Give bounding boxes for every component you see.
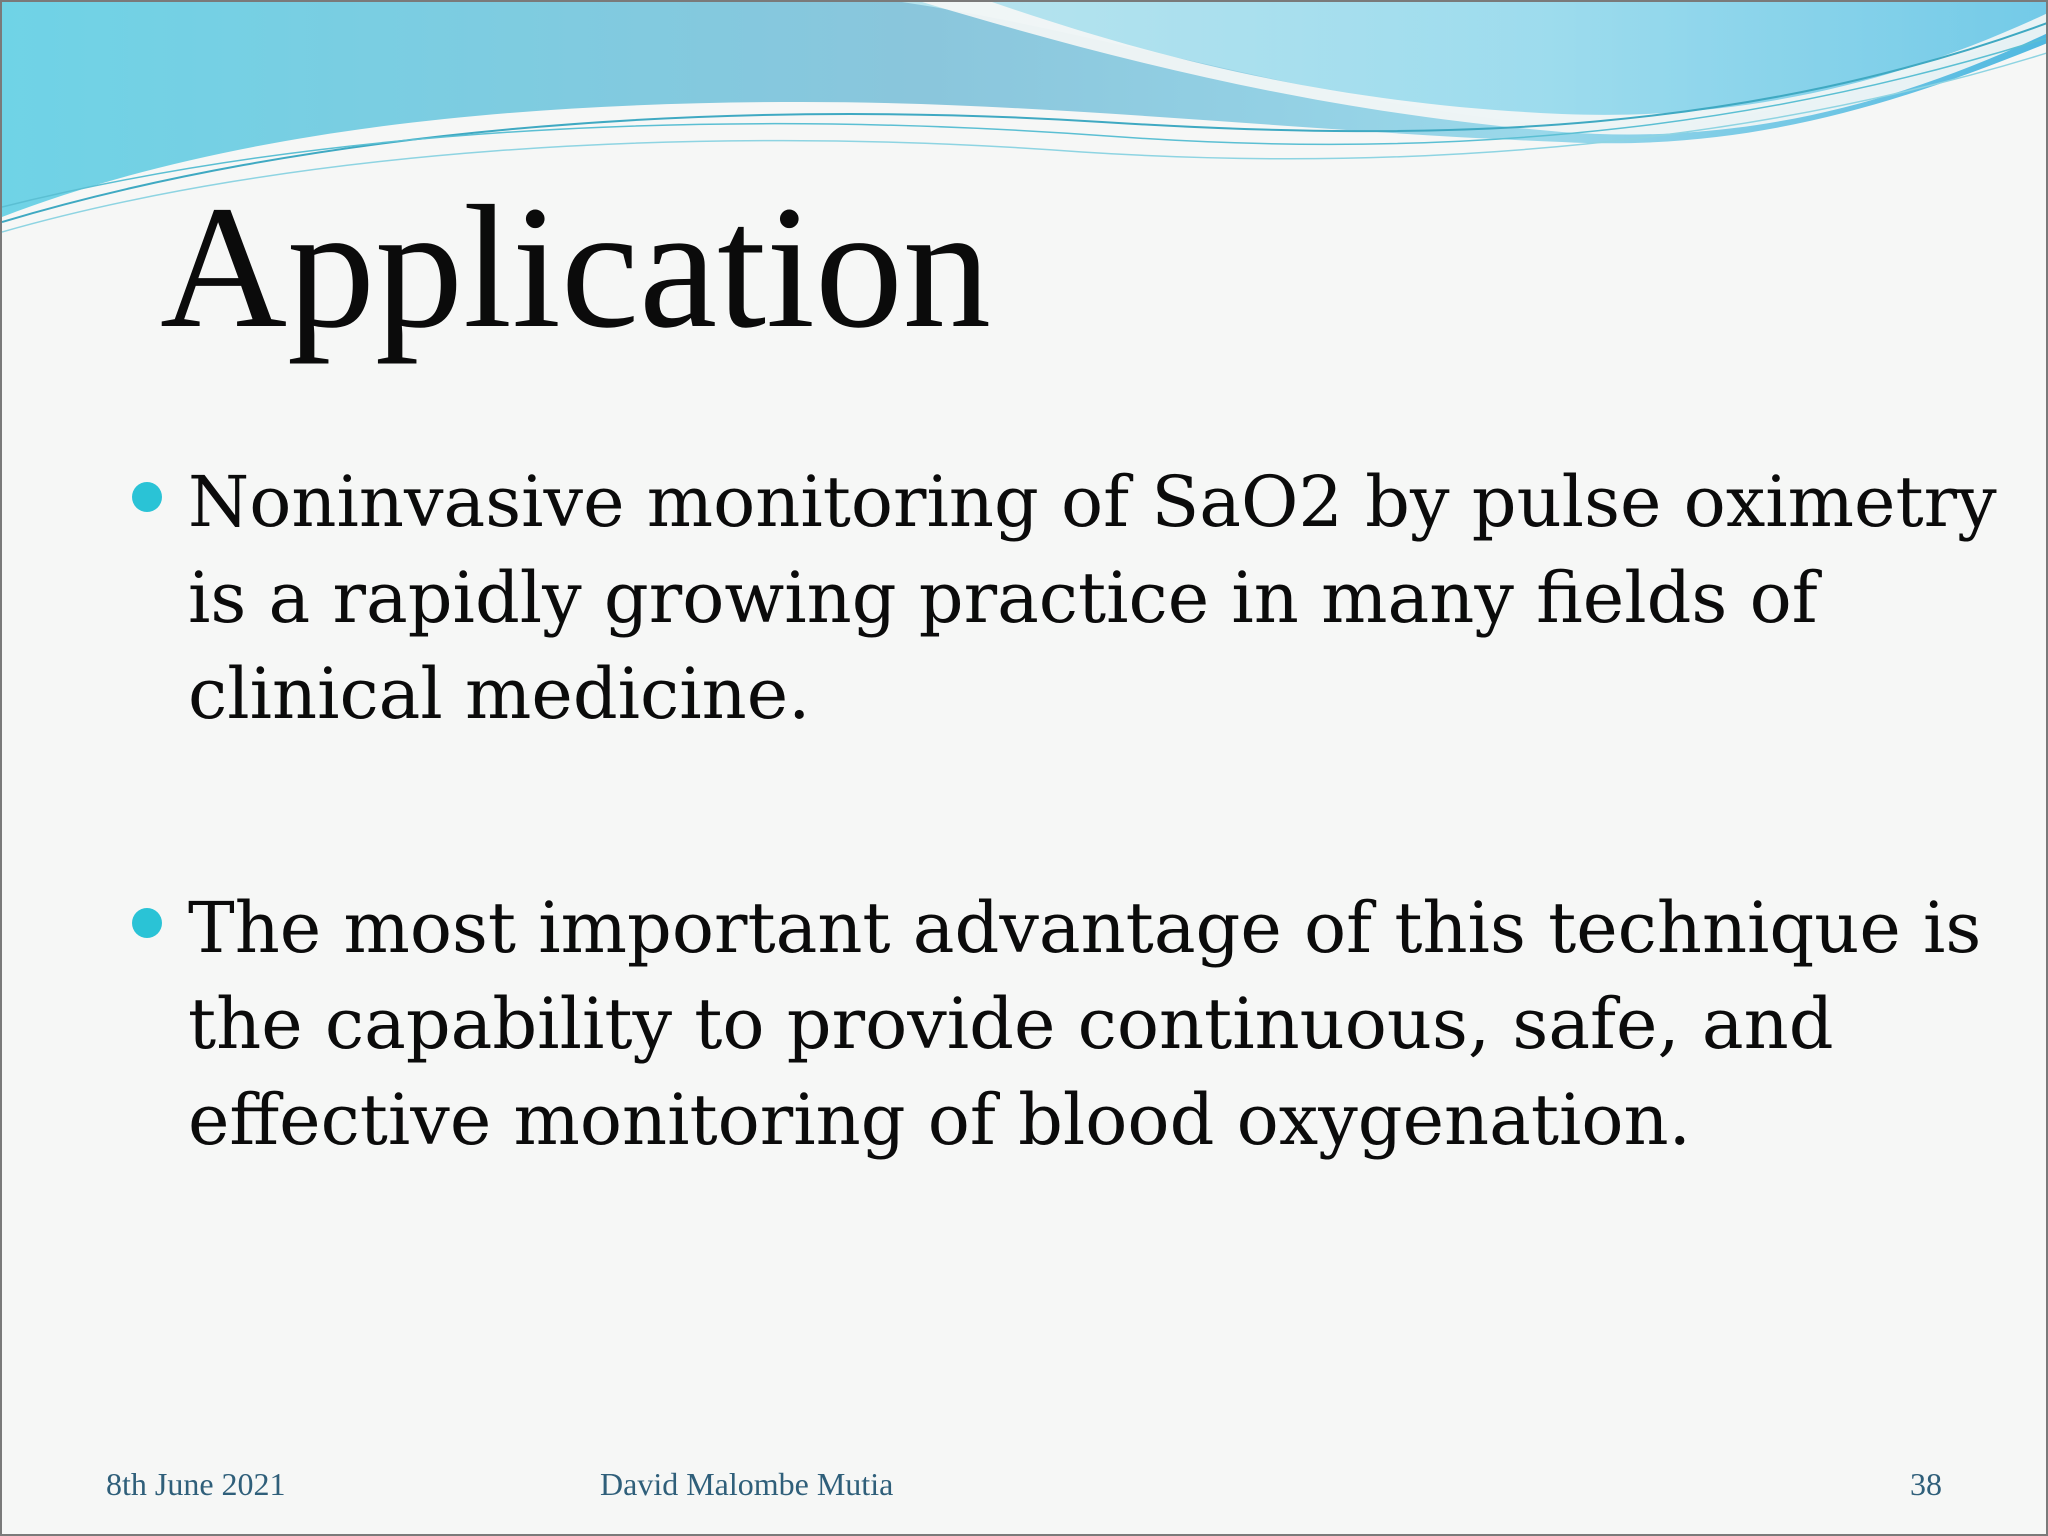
bullet-dot-icon: [132, 908, 162, 938]
bullet-line: The most important advantage of this technique is: [188, 887, 1982, 969]
bullet-line: effective monitoring of blood oxygenation.: [188, 1079, 1691, 1161]
bullet-dot-icon: [132, 482, 162, 512]
bullet-line: the capability to provide continuous, safe, and: [188, 983, 1834, 1065]
bullet-text: [188, 454, 1997, 742]
bullet-list: [128, 454, 1997, 1168]
bullet-text: [188, 880, 1982, 1168]
footer-date: 8th June 2021: [106, 1466, 286, 1502]
bullet-line: clinical medicine.: [188, 653, 811, 735]
slide-title: Application: [160, 170, 991, 365]
bullet-item: [128, 880, 1982, 1168]
footer-author: David Malombe Mutia: [600, 1466, 894, 1502]
footer-page-number: 38: [1910, 1466, 1942, 1502]
bullet-line: Noninvasive monitoring of SaO2 by pulse oximetry: [188, 461, 1997, 543]
bullet-line: is a rapidly growing practice in many fields of: [188, 557, 1818, 639]
bullet-item: [128, 454, 1997, 742]
